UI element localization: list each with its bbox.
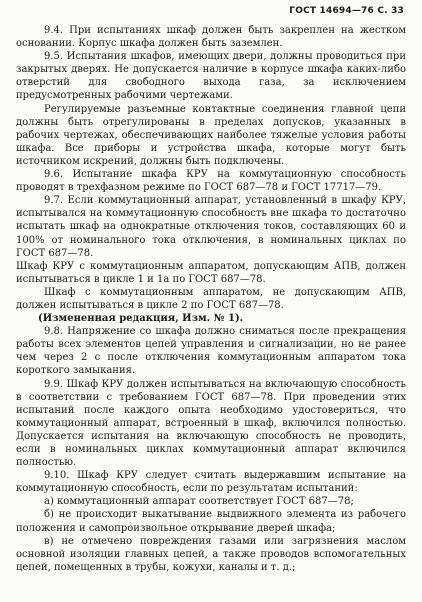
list-item-a: а) коммутационный аппарат соответствует ГОСТ 687—78;: [44, 496, 354, 508]
paragraph-9-6: 9.6. Испытание шкафа КРУ на коммутационную способность проводят в трехфазном режиме по ГОСТ 687—78 и ГОСТ 17717—79.: [16, 169, 406, 194]
paragraph-9-9: 9.9. Шкаф КРУ должен испытываться на включающую способность в соответствии с требованием ГОСТ 687—78. При проведении этих испытаний после каждого опыта необходимо удостовериться, что коммутационный аппарат, встроенный в шкаф, включился полностью. Допускается испытания на включающую способность не проводить, если в номинальных циклах коммутационный аппарат включился полностью.: [16, 378, 406, 469]
document-body: [16, 24, 406, 574]
amendment-note: (Измененная редакция, Изм. № 1).: [38, 313, 244, 325]
list-item-b: б) не происходит выкатывание выдвижного элемента из рабочего положения и самопроизвольное открывание дверей шкафа;: [16, 509, 406, 534]
paragraph-9-7: 9.7. Если коммутационный аппарат, установленный в шкафу КРУ, испытывался на коммутационную способность вне шкафа то достаточно испытать шкаф на однократные отключения токов, составляющих 60 и 100% от номинального тока отключения, в номинальных циклах по ГОСТ 687—78.: [16, 195, 406, 259]
paragraph-regulated-contacts: Регулируемые разъемные контактные соединения главной цепи должны быть отрегулированы в пределах допусков, указанных в рабочих чертежах, обеспечивающих наиболее тяжелые условия работы шкафа. Все приборы и устройства шкафа, которые могут быть источником искрений, должны быть подключены.: [16, 103, 406, 167]
page-header: ГОСТ 14694—76 С. 33: [289, 6, 404, 16]
list-item-v: в) не отмечено повреждения газами или загрязнения маслом основной изоляции главных цепей, а также проводов вспомогательных цепей, помещенных в трубы, кожухи, каналы и т. д.;: [16, 535, 406, 573]
paragraph-9-10: 9.10. Шкаф КРУ следует считать выдержавшим испытание на коммутационную способность, если по результатам испытаний:: [16, 470, 406, 495]
paragraph-no-apv-cycle-2: Шкаф с коммутационным аппаратом, не допускающим АПВ, должен испытываться в цикле 2 по ГОСТ 687—78.: [16, 286, 406, 311]
paragraph-9-5: 9.5. Испытания шкафов, имеющих двери, должны проводиться при закрытых дверях. Не допускается наличие в корпусе шкафа каких-либо отверстий для свободного выхода газа, за исключением предусмотренных рабочими чертежами.: [16, 51, 406, 102]
paragraph-apv-cycle-1: Шкаф КРУ с коммутационным аппаратом, допускающим АПВ, должен испытываться в цикле 1 и 1а по ГОСТ 687—78.: [16, 260, 406, 285]
paragraph-9-8: 9.8. Напряжение со шкафа должно сниматься после прекращения работы всех элементов цепей управления и сигнализации, но не ранее чем через 2 с после отключения коммутационным аппаратом тока короткого замыкания.: [16, 326, 406, 377]
paragraph-9-4: 9.4. При испытаниях шкаф должен быть закреплен на жестком основании. Корпус шкафа должен быть заземлен.: [16, 25, 406, 50]
